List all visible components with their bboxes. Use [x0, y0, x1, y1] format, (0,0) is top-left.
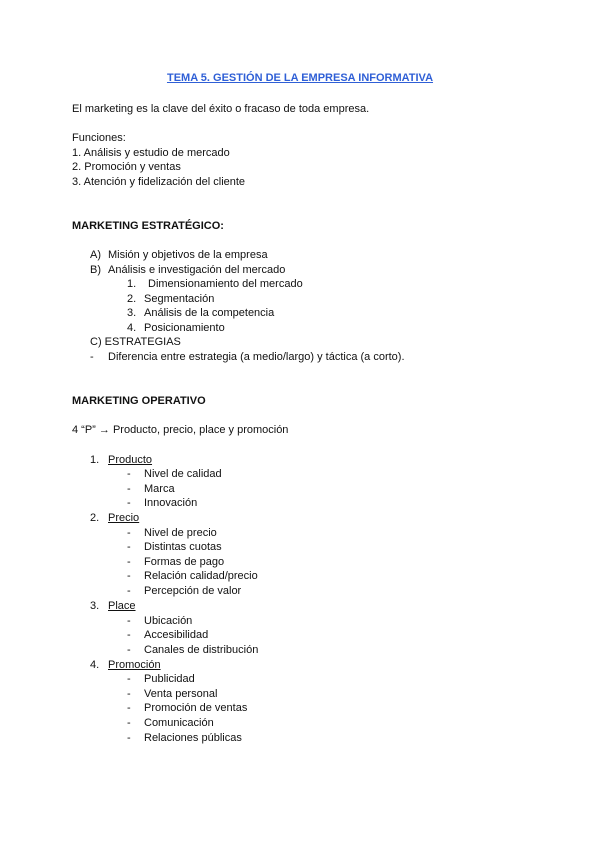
operative-subitem: Venta personal	[144, 688, 218, 700]
dash: -	[127, 644, 131, 656]
operative-subitem: Percepción de valor	[144, 585, 242, 597]
dash: -	[127, 688, 131, 700]
operative-group-marker: 4.	[90, 659, 100, 671]
strategic-heading: MARKETING ESTRATÉGICO:	[72, 220, 224, 232]
dash: -	[127, 702, 131, 714]
strategic-marker: B)	[90, 264, 101, 276]
operative-group-label: Place	[108, 600, 136, 612]
operative-heading: MARKETING OPERATIVO	[72, 395, 206, 407]
strategic-marker: A)	[90, 249, 101, 261]
dash: -	[127, 497, 131, 509]
strategic-subitem-marker: 2.	[127, 293, 137, 305]
strategic-subitem-marker: 3.	[127, 307, 137, 319]
dash: -	[127, 585, 131, 597]
strategic-subitem: Segmentación	[144, 293, 215, 305]
strategic-subitem-marker: 1.	[127, 278, 137, 290]
dash: -	[127, 732, 131, 744]
dash: -	[127, 468, 131, 480]
operative-subitem: Comunicación	[144, 717, 214, 729]
function-item: 2. Promoción y ventas	[72, 161, 181, 173]
dash: -	[127, 717, 131, 729]
dash: -	[127, 570, 131, 582]
operative-subitem: Ubicación	[144, 615, 193, 627]
operative-group-label: Producto	[108, 454, 153, 466]
operative-subitem: Publicidad	[144, 673, 195, 685]
operative-subitem: Nivel de calidad	[144, 468, 222, 480]
operative-subitem: Marca	[144, 483, 175, 495]
dash: -	[127, 615, 131, 627]
dash: -	[127, 483, 131, 495]
dash: -	[127, 629, 131, 641]
dash: -	[127, 673, 131, 685]
dash: -	[127, 541, 131, 553]
operative-subitem: Canales de distribución	[144, 644, 259, 656]
operative-subitem: Relación calidad/precio	[144, 570, 258, 582]
function-item: 3. Atención y fidelización del cliente	[72, 176, 246, 188]
dash: -	[127, 556, 131, 568]
strategic-item: Misión y objetivos de la empresa	[108, 249, 268, 261]
operative-subitem: Promoción de ventas	[144, 702, 248, 714]
operative-group-marker: 2.	[90, 512, 100, 524]
strategies-label: C) ESTRATEGIAS	[90, 336, 181, 348]
function-item: 1. Análisis y estudio de mercado	[72, 147, 230, 159]
operative-group-marker: 1.	[90, 454, 100, 466]
operative-group-label: Precio	[108, 512, 140, 524]
strategic-item: Análisis e investigación del mercado	[108, 264, 286, 276]
functions-label: Funciones:	[72, 132, 126, 144]
document-title: TEMA 5. GESTIÓN DE LA EMPRESA INFORMATIVA	[166, 72, 434, 84]
strategic-subitem-marker: 4.	[127, 322, 137, 334]
four-p-text: 4 “P” → Producto, precio, place y promoción	[72, 424, 289, 436]
operative-subitem: Relaciones públicas	[144, 732, 242, 744]
strategic-subitem: Dimensionamiento del mercado	[148, 278, 303, 290]
operative-subitem: Innovación	[144, 497, 198, 509]
operative-subitem: Accesibilidad	[144, 629, 209, 641]
operative-subitem: Nivel de precio	[144, 527, 217, 539]
operative-group-label: Promoción	[108, 659, 161, 671]
dash: -	[127, 527, 131, 539]
intro-text: El marketing es la clave del éxito o fracaso de toda empresa.	[72, 103, 370, 115]
strategy-note: Diferencia entre estrategia (a medio/largo) y táctica (a corto).	[108, 351, 405, 363]
strategic-subitem: Posicionamiento	[144, 322, 225, 334]
operative-group-marker: 3.	[90, 600, 100, 612]
strategic-subitem: Análisis de la competencia	[144, 307, 275, 319]
note-dash: -	[90, 351, 94, 363]
operative-subitem: Distintas cuotas	[144, 541, 222, 553]
operative-subitem: Formas de pago	[144, 556, 225, 568]
